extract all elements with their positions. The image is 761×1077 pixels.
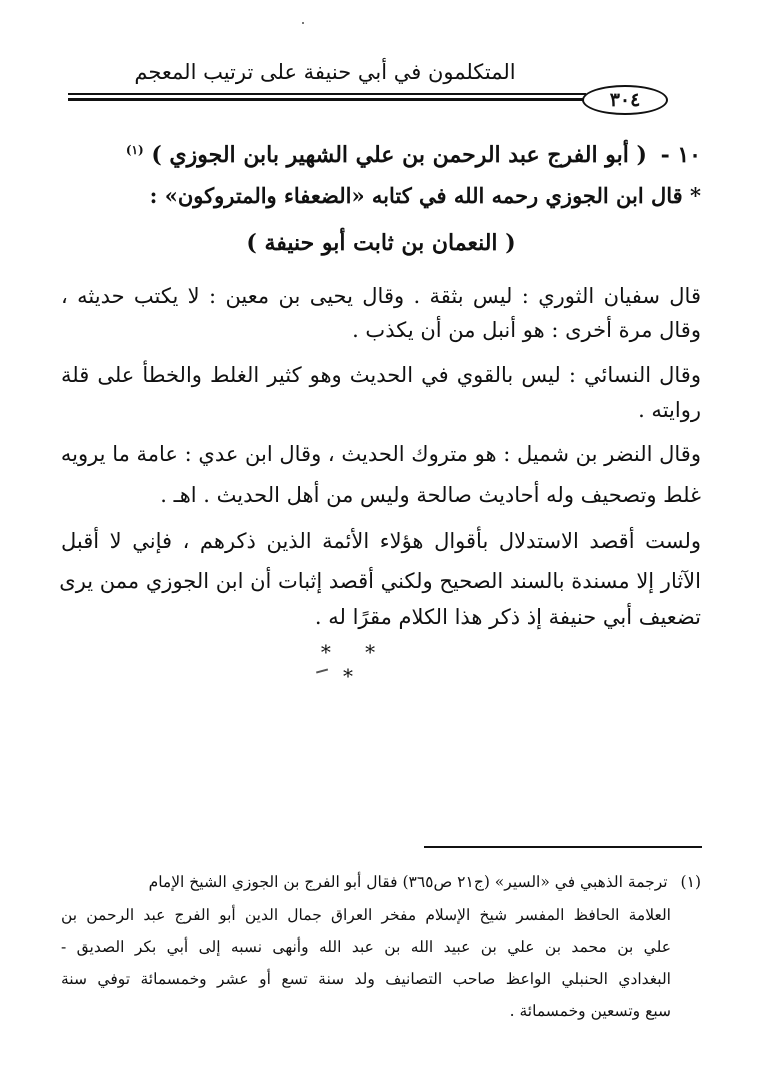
body-line-1: قال سفيان الثوري : ليس بثقة . وقال يحيى بن معين : لا يكتب حديثه ، [61,284,701,308]
footnote-line-5: سبع وتسعين وخمسمائة . [509,1002,671,1020]
running-title: المتكلمون في أبي حنيفة على ترتيب المعجم [134,60,516,84]
entry-title: ( أبو الفرج عبد الرحمن بن علي الشهير بابن الجوزي ) [151,142,647,168]
page-number: ٣٠٤ [609,89,641,111]
body-line-5: وقال النضر بن شميل : هو متروك الحديث ، وقال ابن عدي : عامة ما يرويه [60,442,701,466]
header-rule-thick [68,98,584,101]
body-line-7: ولست أقصد الاستدلال بأقوال هؤلاء الأئمة الذين ذكرهم ، فإني لا أقبل [61,529,701,553]
footnote-number: (١) [680,873,701,891]
section-separator: * * * [320,640,390,688]
body-line-3: وقال النسائي : ليس بالقوي في الحديث وهو كثير الغلط والخطأ على قلة [61,363,701,387]
footnote-line-2: العلامة الحافظ المفسر شيخ الإسلام مفخر العراق جمال الدين أبو الفرج عبد الرحمن بن [61,906,671,924]
footnote-line-3: علي بن محمد بن علي بن عبيد الله بن عبد الله وأنهى نسبه إلى أبي بكر الصديق - [61,938,671,956]
entry-title-line [61,142,701,168]
footnote-reference: (١) [125,142,144,157]
body-line-6: غلط وتصحيف وله أحاديث صالحة وليس من أهل الحديث . اهـ . [160,483,701,507]
footnote-text-1: ترجمة الذهبي في «السير» (ج٢١ ص٣٦٥) فقال أبو الفرج بن الجوزي الشيخ الإمام [148,873,668,891]
scan-speck [302,22,304,24]
entry-subheading: ( النعمان بن ثابت أبو حنيفة ) [246,230,516,256]
body-line-8: الآثار إلا مسندة بالسند الصحيح ولكني أقصد إثبات أن ابن الجوزي ممن يرى [59,569,701,593]
entry-intro: * قال ابن الجوزي رحمه الله في كتابه «الضعفاء والمتروكون» : [149,183,701,208]
body-line-2: وقال مرة أخرى : هو أنبل من أن يكذب . [352,318,701,342]
header-rule-thin [68,93,586,95]
body-line-4: روايته . [638,398,701,422]
body-line-9: تضعيف أبي حنيفة إذ ذكر هذا الكلام مقرًا له . [314,605,701,629]
entry-number: ١٠ - [660,142,701,168]
footnote-rule [424,846,702,848]
page-number-badge [582,85,668,115]
footnote-line-4: البغدادي الحنبلي الواعظ صاحب التصانيف ولد سنة تسع أو عشر وخمسمائة توفي سنة [61,970,671,988]
footnote-line-1 [61,873,701,891]
